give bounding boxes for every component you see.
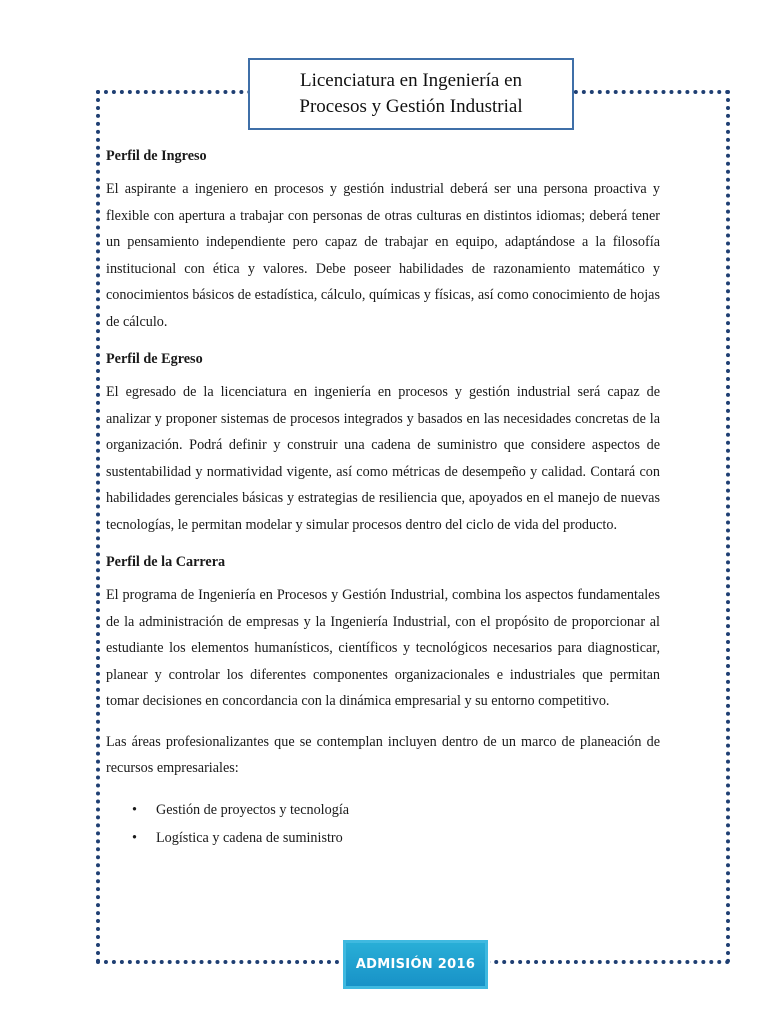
paragraph-perfil-carrera: El programa de Ingeniería en Procesos y Gestión Industrial, combina los aspectos fundamentales de la administración de empresas y la Ingeniería Industrial, con el propósito de proporcionar al estudiante los elementos humanísticos, científicos y tecnológicos necesarios para diagnosticar, planear y controlar los diferentes componentes organizacionales e industriales que permitan tomar decisiones en concordancia con la dinámica empresarial y su entorno competitivo. — [106, 587, 660, 709]
document-body — [106, 146, 660, 852]
document-title-line-2: Procesos y Gestión Industrial — [299, 96, 523, 117]
bullet-icon: • — [132, 829, 137, 846]
paragraph-areas-intro: Las áreas profesionalizantes que se contemplan incluyen dentro de un marco de planeación de recursos empresariales: — [106, 733, 660, 776]
list-item-label: Gestión de proyectos y tecnología — [156, 801, 350, 818]
heading-perfil-egreso: Perfil de Egreso — [106, 351, 203, 367]
list-item — [106, 796, 660, 824]
areas-list — [106, 796, 660, 852]
paragraph-perfil-ingreso: El aspirante a ingeniero en procesos y gestión industrial deberá ser una persona proactiva y flexible con apertura a trabajar con personas de otras culturas en distintos idiomas; deberá tener un pensamiento independiente pero capaz de trabajar en equipo, adaptándose a la filosofía institucional con ética y valores. Debe poseer habilidades de razonamiento matemático y conocimientos básicos de estadística, cálculo, químicas y físicas, así como conocimiento de hojas de cálculo. — [106, 181, 660, 330]
bullet-icon: • — [132, 801, 137, 818]
admission-badge: ADMISIÓN 2016 — [343, 940, 488, 989]
document-title-line-1: Licenciatura en Ingeniería en — [299, 70, 523, 91]
list-item — [106, 824, 660, 852]
heading-perfil-carrera: Perfil de la Carrera — [106, 554, 226, 570]
list-item-label: Logística y cadena de suministro — [156, 829, 343, 846]
document-title-box — [248, 58, 574, 130]
heading-perfil-ingreso: Perfil de Ingreso — [106, 148, 207, 164]
paragraph-perfil-egreso: El egresado de la licenciatura en ingeniería en procesos y gestión industrial será capaz de analizar y proponer sistemas de procesos integrados y basados en las necesidades concretas de la organización. Podrá definir y construir una cadena de suministro que considere aspectos de sustentabilidad y normatividad vigente, así como métricas de desempeño y calidad. Contará con habilidades gerenciales básicas y estrategias de resiliencia que, apoyados en el manejo de nuevas tecnologías, le permitan modelar y simular procesos dentro del ciclo de vida del producto. — [106, 384, 660, 533]
